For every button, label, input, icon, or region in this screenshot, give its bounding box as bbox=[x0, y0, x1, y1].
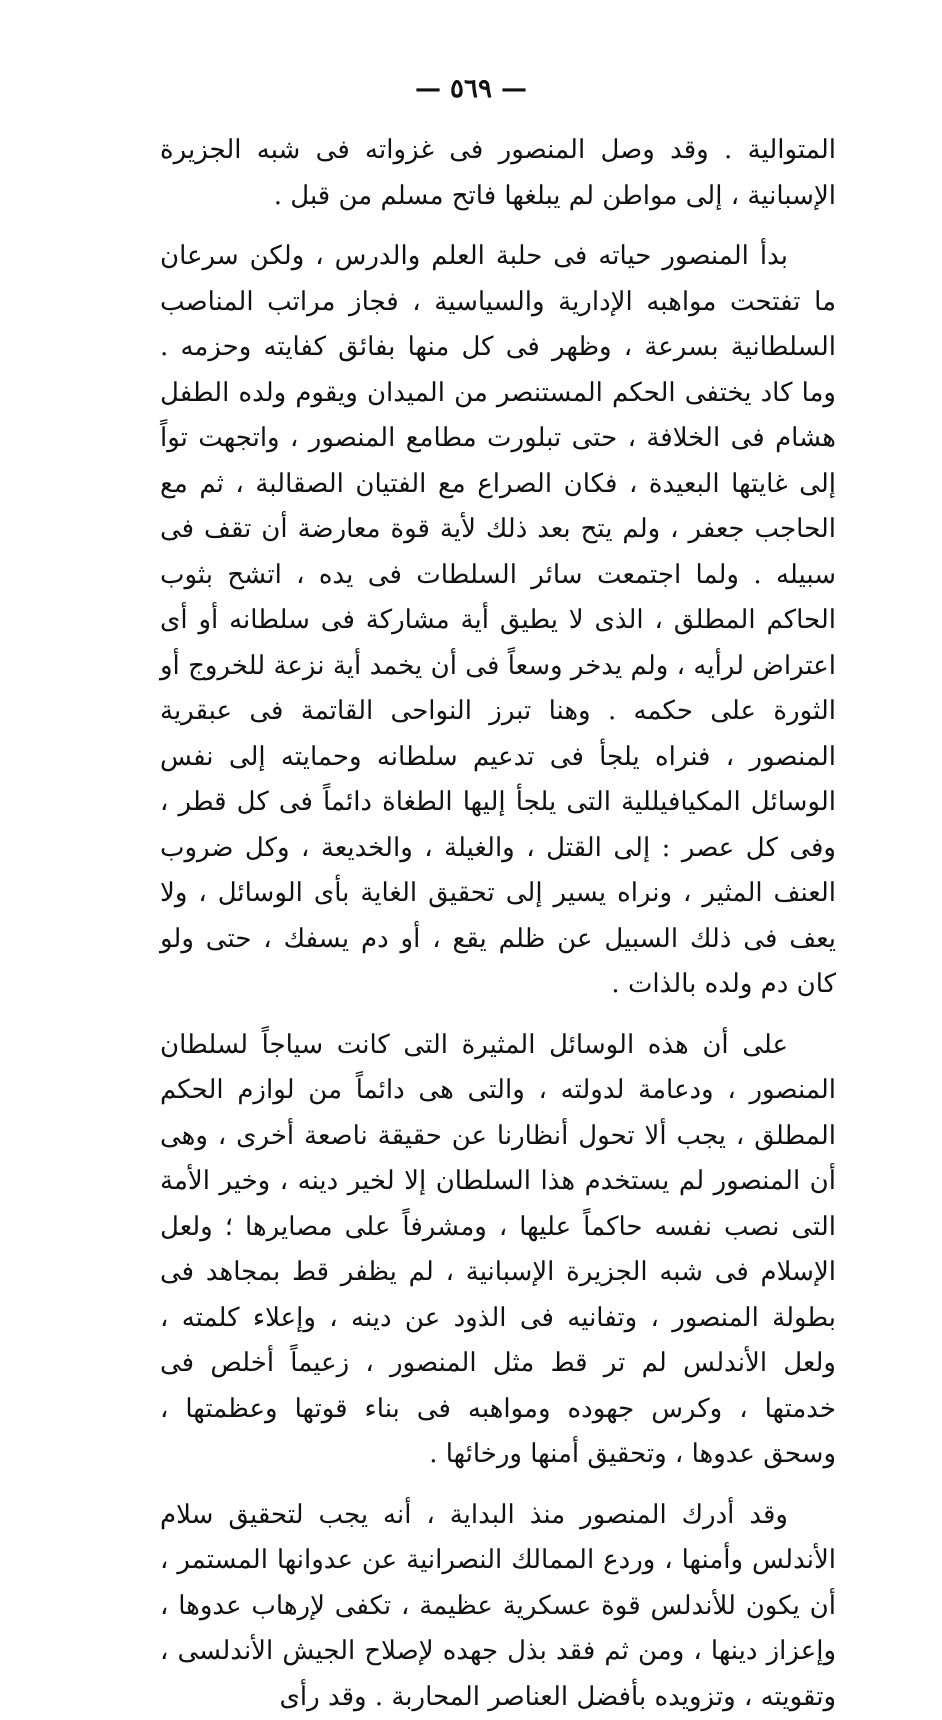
paragraph-continuation: المتوالية . وقد وصل المنصور فى غزواته فى شبه الجزيرة الإسبانية ، إلى مواطن لم يبلغها فاتح مسلم من قبل . bbox=[160, 128, 836, 219]
paragraph-mansur-rise: بدأ المنصور حياته فى حلبة العلم والدرس ، ولكن سرعان ما تفتحت مواهبه الإدارية والسياسية ، فجاز مراتب المناصب السلطانية بسرعة ، وظهر فى كل منها بفائق كفايته وحزمه . وما كاد يختفى الحكم المستنصر من الميدان ويقوم ولده الطفل هشام فى الخلافة ، حتى تبلورت مطامع المنصور ، واتجهت تواً إلى غايتها البعيدة ، فكان الصراع مع الفتيان الصقالبة ، ثم مع الحاجب جعفر ، ولم يتح بعد ذلك لأية قوة معارضة أن تقف فى سبيله . ولما اجتمعت سائر السلطات فى يده ، اتشح بثوب الحاكم المطلق ، الذى لا يطيق أية مشاركة فى سلطانه أو أى اعتراض لرأيه ، ولم يدخر وسعاً فى أن يخمد أية نزعة للخروج أو الثورة على حكمه . وهنا تبرز النواحى القاتمة فى عبقرية المنصور ، فنراه يلجأ فى تدعيم سلطانه وحمايته إلى نفس الوسائل المكيافيللية التى يلجأ إليها الطغاة دائماً فى كل قطر ، وفى كل عصر : إلى القتل ، والغيلة ، والخديعة ، وكل ضروب العنف المثير ، ونراه يسير إلى تحقيق الغاية بأى الوسائل ، ولا يعف فى ذلك السبيل عن ظلم يقع ، أو دم يسفك ، حتى ولو كان دم ولده بالذات . bbox=[160, 234, 836, 1008]
paragraph-mansur-virtues: على أن هذه الوسائل المثيرة التى كانت سياجاً لسلطان المنصور ، ودعامة لدولته ، والتى هى دائماً من لوازم الحكم المطلق ، يجب ألا تحول أنظارنا عن حقيقة ناصعة أخرى ، وهى أن المنصور لم يستخدم هذا السلطان إلا لخير دينه ، وخير الأمة التى نصب نفسه حاكماً عليها ، ومشرفاً على مصايرها ؛ ولعل الإسلام فى شبه الجزيرة الإسبانية ، لم يظفر قط بمجاهد فى بطولة المنصور ، وتفانيه فى الذود عن دينه ، وإعلاء كلمته ، ولعل الأندلس لم تر قط مثل المنصور ، زعيماً أخلص فى خدمتها ، وكرس جهوده ومواهبه فى بناء قوتها وعظمتها ، وسحق عدوها ، وتحقيق أمنها ورخائها . bbox=[160, 1023, 836, 1478]
body-text bbox=[160, 128, 836, 1720]
paragraph-mansur-army: وقد أدرك المنصور منذ البداية ، أنه يجب لتحقيق سلام الأندلس وأمنها ، وردع الممالك النصرانية عن عدوانها المستمر ، أن يكون للأندلس قوة عسكرية عظيمة ، تكفى لإرهاب عدوها ، وإعزاز دينها ، ومن ثم فقد بذل جهده لإصلاح الجيش الأندلسى ، وتقويته ، وتزويده بأفضل العناصر المحاربة . وقد رأى bbox=[160, 1493, 836, 1720]
page-number: — ٥٦٩ — bbox=[0, 74, 942, 104]
